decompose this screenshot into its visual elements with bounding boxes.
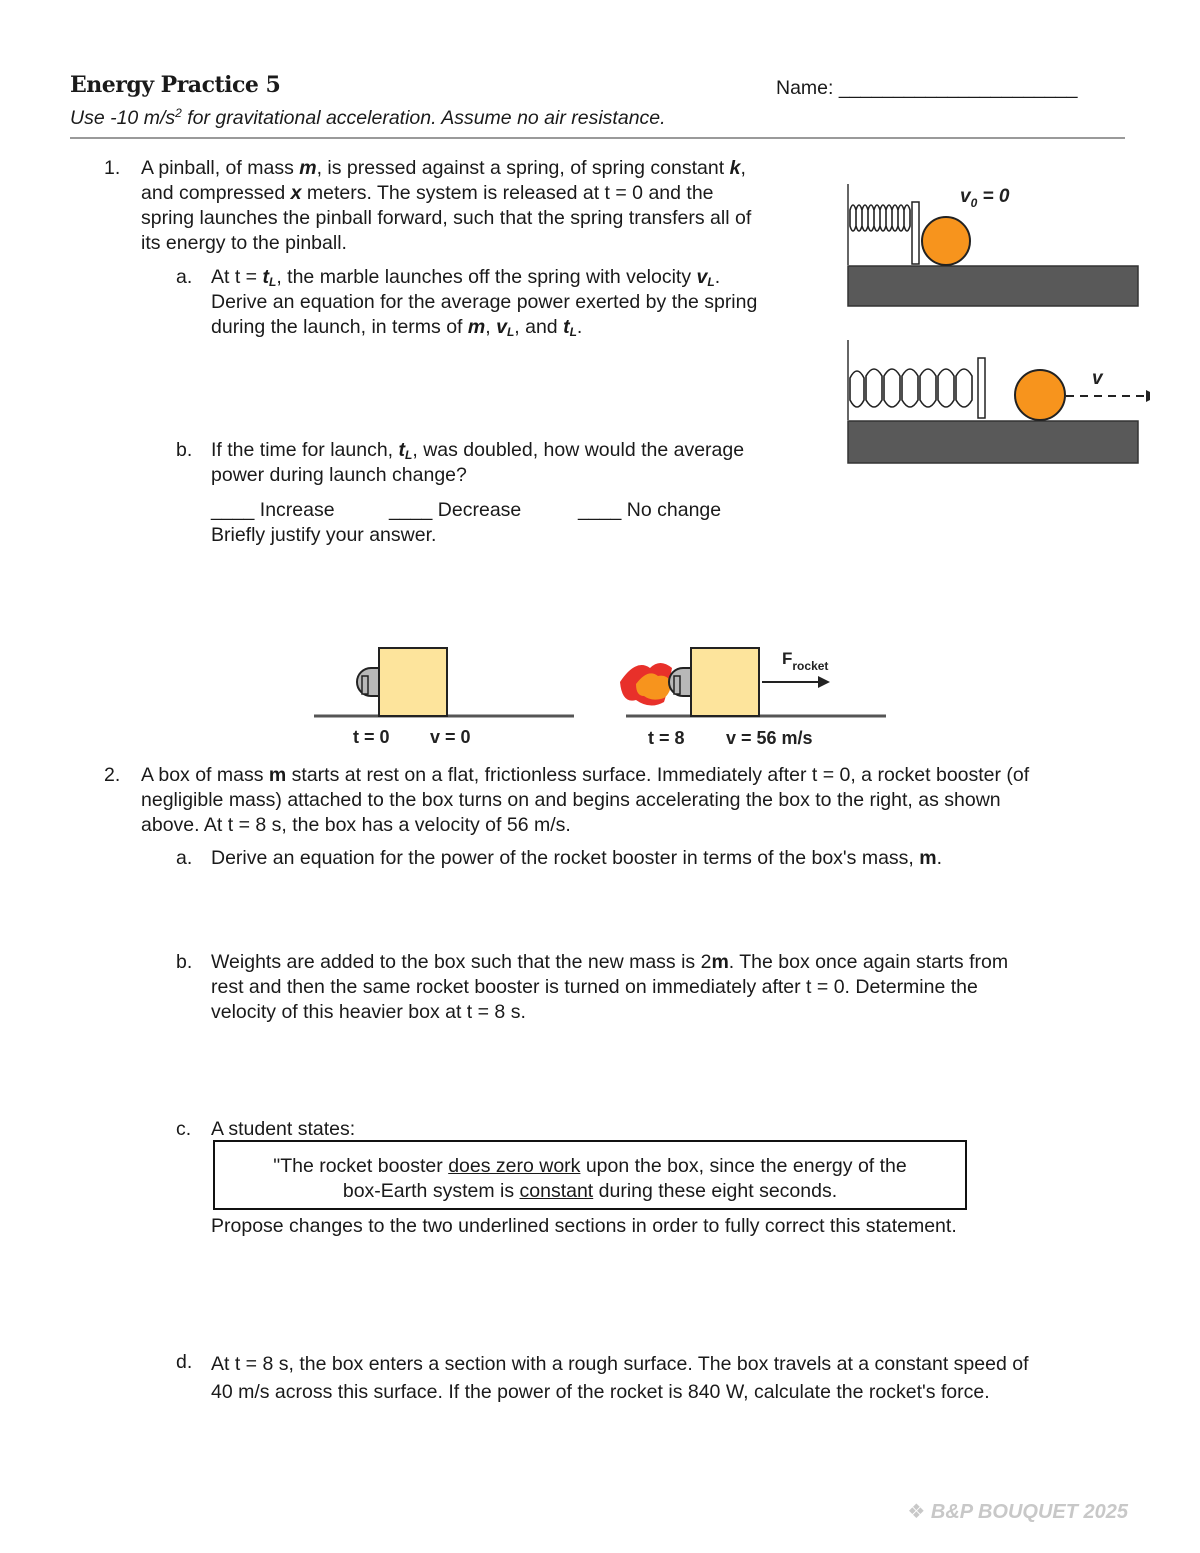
left-time-label: t = 0 [353, 727, 390, 747]
name-field-label: Name: ______________________ [776, 77, 1078, 99]
option-decrease[interactable]: ____ Decrease [389, 499, 522, 521]
instructions-subtitle: Use -10 $m/s^2$ for gravitational acceleration. Assume no air resistance. [70, 106, 666, 129]
q2a-letter: a. [176, 847, 193, 869]
q2c-intro: A student states: [211, 1118, 356, 1140]
floor-top [848, 266, 1138, 306]
spring-plate-top [912, 202, 919, 264]
q2b-text: Weights are added to the box such that the new mass is 2m. The box once again starts from rest and then the same rocket booster is turned on immediately after t = 0. Determine the velocity of this heavier box at t = 8 s. [211, 951, 1009, 1023]
force-label: $F_{rocket}$ [782, 649, 829, 673]
q2d-text: At t = 8 s, the box enters a section with a rough surface. The box travels at a constant speed of 40 m/s across this surface. If the power of the rocket is 840 W, calculate the rocket's force. [211, 1353, 1029, 1403]
footer-brand: ❖ B&P BOUQUET 2025 [907, 1501, 1128, 1523]
q1b-letter: b. [176, 439, 193, 461]
q2-number: 2. [104, 764, 121, 786]
q2a-text: Derive an equation for the power of the rocket booster in terms of the box's mass, m. [211, 847, 943, 869]
spring-pinball-diagram [840, 170, 1150, 470]
q2c-letter: c. [176, 1118, 192, 1140]
header-divider [70, 137, 1125, 139]
extended-spring [850, 369, 972, 407]
q1-number: 1. [104, 157, 121, 179]
option-increase[interactable]: ____ Increase [211, 499, 335, 521]
booster-nozzle-right [674, 676, 680, 694]
flower-icon: ❖ [907, 1501, 926, 1523]
student-statement-box: "The rocket booster does zero work upon the box, since the energy of the box-Earth system is constant during these eight seconds. [213, 1140, 967, 1210]
spring-plate-bottom [978, 358, 985, 418]
q2b-letter: b. [176, 951, 193, 973]
page-title: Energy Practice 5 [70, 72, 281, 98]
option-no-change[interactable]: ____ No change [578, 499, 722, 521]
pinball-at-rest [922, 217, 970, 265]
q1b-text: If the time for launch, $t_L$, was doubled, how would the average power during launch change? [211, 439, 745, 486]
velocity-arrowhead [1146, 390, 1150, 402]
box-right [691, 648, 759, 716]
q2-stem: A box of mass m starts at rest on a flat, frictionless surface. Immediately after t = 0, a rocket booster (of negligible mass) attached to the box turns on and begins accelerating the box to the right, as shown above. At t = 8 s, the box has a velocity of 56 m/s. [141, 764, 1030, 836]
force-arrowhead [818, 676, 830, 688]
q1a-letter: a. [176, 266, 193, 288]
q1b-justify: Briefly justify your answer. [211, 524, 437, 546]
pinball-launched [1015, 370, 1065, 420]
box-rocket-diagram [300, 640, 900, 755]
q1a-text: At $t = t_L$, the marble launches off the spring with velocity $v_L$. Derive an equation for the average power exerted by the spring during the launch, in terms of m, $v_L$, and $t_L$. [211, 266, 758, 339]
q2d-letter: d. [176, 1351, 193, 1373]
left-velocity-label: v = 0 [430, 727, 471, 747]
right-velocity-label: v = 56 m/s [726, 728, 813, 748]
v-label: v [1092, 368, 1103, 389]
box-left [379, 648, 447, 716]
booster-nozzle-left [362, 676, 368, 694]
q1-stem: A pinball, of mass m, is pressed against a spring, of spring constant k, and compressed x meters. The system is released at t = 0 and the spring launches the pinball forward, such that the spring transfers all of its energy to the pinball. [141, 157, 752, 254]
v0-label: $v_0 = 0$ [960, 186, 1010, 210]
q2c-prompt: Propose changes to the two underlined sections in order to fully correct this statement. [211, 1215, 957, 1237]
compressed-spring [850, 205, 910, 231]
right-time-label: t = 8 [648, 728, 685, 748]
floor-bottom [848, 421, 1138, 463]
